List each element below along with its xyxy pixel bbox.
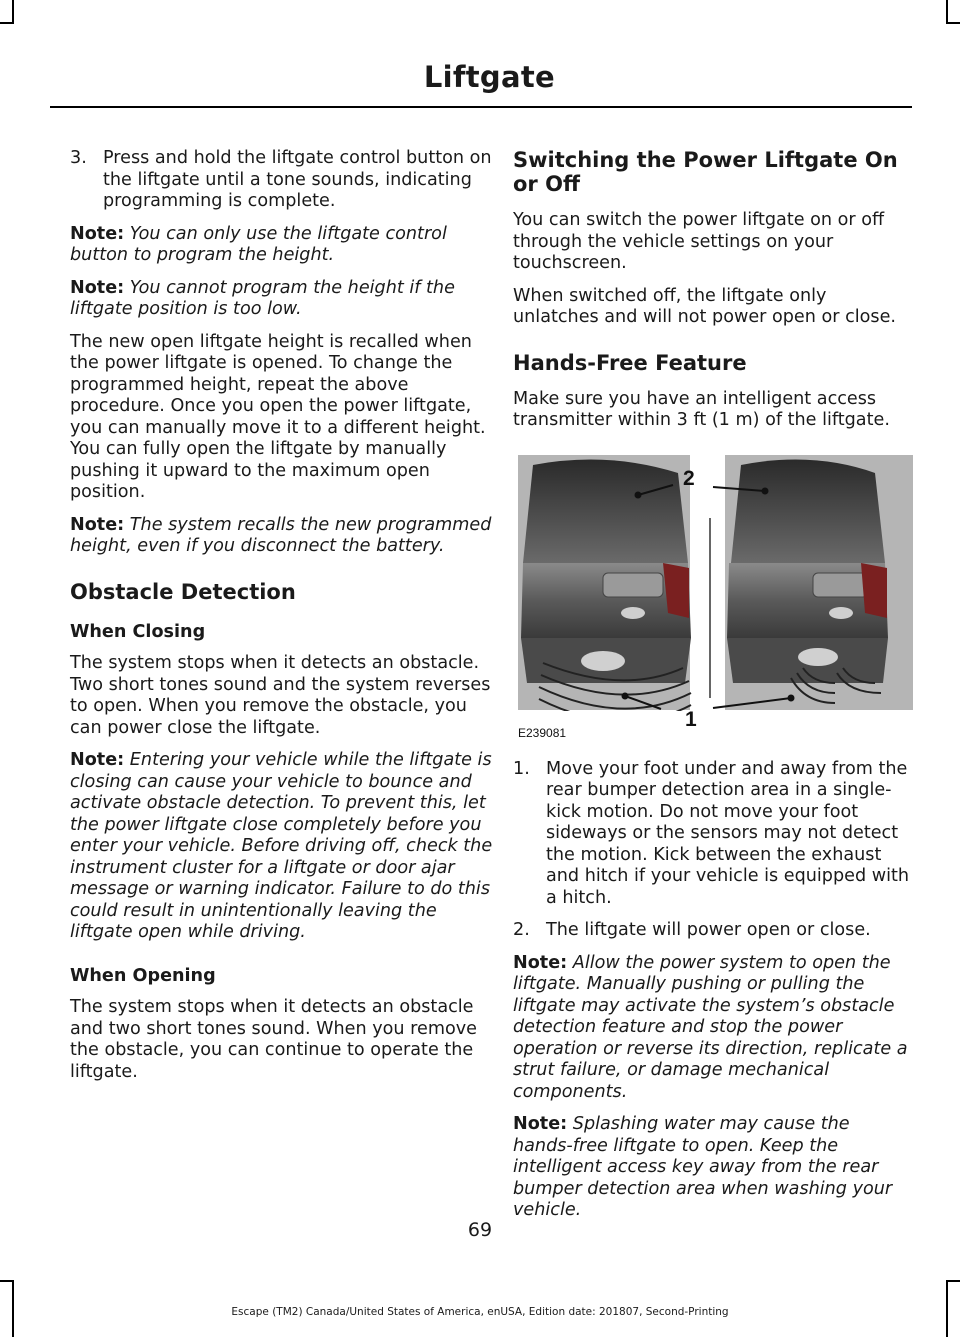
section-heading: Obstacle Detection	[70, 579, 296, 604]
paragraph: The system stops when it detects an obstacle and two short tones sound. When you remove the obstacle, you can continue to operate the liftgate.	[70, 997, 477, 1082]
paragraph: The new open liftgate height is recalled when the power liftgate is opened. To change the programmed height, repeat the above procedure. Once you open the power liftgate, you can manually move it to a different height. You can fully open the liftgate by manually pushing it upward to the maximum open position.	[70, 331, 486, 502]
step-text: Move your foot under and away from the rear bumper detection area in a single-kick motion. Do not move your foot sideways or the sensors may not detect the motion. Kick between the exhaust and hitch if your vehicle is equipped with a hitch.	[546, 758, 910, 908]
step-1	[513, 759, 913, 910]
hands-free-illustration	[513, 443, 913, 743]
note-text: You cannot program the height if the liftgate position is too low.	[70, 277, 455, 319]
header-rule	[50, 106, 912, 108]
figure-code: E239081	[518, 725, 567, 740]
note	[513, 953, 913, 1104]
note-label: Note:	[70, 750, 125, 770]
page-number: 69	[467, 1219, 493, 1241]
step-text: Press and hold the liftgate control button on the liftgate until a tone sounds, indicating programming is complete.	[103, 148, 492, 211]
step-3	[70, 148, 495, 213]
note-text: Splashing water may cause the hands-free liftgate to open. Keep the intelligent access key away from the rear bumper detection area when washing your vehicle.	[513, 1114, 893, 1220]
crop-mark	[12, 0, 14, 24]
crop-mark	[946, 0, 948, 24]
step-number: 2.	[513, 920, 530, 940]
subsection-heading: When Opening	[70, 965, 216, 986]
callout-1: 1	[685, 707, 697, 731]
vehicle-left	[518, 455, 691, 722]
crop-mark	[0, 22, 14, 24]
note-label: Note:	[70, 277, 125, 298]
note	[70, 224, 495, 267]
note-text: You can only use the liftgate control button to program the height.	[70, 223, 447, 265]
step-2	[513, 920, 913, 942]
note-text: Allow the power system to open the liftgate. Manually pushing or pulling the liftgate may activate the system’s obstacle detection feature and stop the power operation or reverse its direction, replicate a strut failure, or damage mechanical components.	[513, 952, 908, 1102]
note-label: Note:	[70, 223, 125, 244]
crop-mark	[946, 1280, 960, 1282]
note	[513, 1114, 913, 1222]
step-number: 1.	[513, 758, 530, 779]
section-heading: Switching the Power Liftgate On or Off	[513, 148, 898, 196]
paragraph: You can switch the power liftgate on or off through the vehicle settings on your touchscreen.	[513, 210, 885, 273]
paragraph: The system stops when it detects an obstacle. Two short tones sound and the system reverses to open. When you remove the obstacle, you can power close the liftgate.	[70, 653, 491, 738]
note	[70, 750, 495, 944]
right-column	[513, 148, 913, 1233]
section-heading: Hands-Free Feature	[513, 350, 747, 375]
paragraph: When switched off, the liftgate only unlatches and will not power open or close.	[513, 285, 896, 327]
note-label: Note:	[513, 1114, 568, 1134]
subsection-heading: When Closing	[70, 621, 206, 642]
vehicle-rear-illustration	[513, 443, 913, 743]
note	[70, 515, 495, 558]
note-label: Note:	[70, 514, 125, 535]
crop-mark	[0, 1280, 14, 1282]
note	[70, 278, 495, 321]
note-label: Note:	[513, 952, 568, 973]
crop-mark	[946, 22, 960, 24]
vehicle-right	[725, 455, 913, 710]
step-number: 3.	[70, 148, 87, 168]
paragraph: Make sure you have an intelligent access transmitter within 3 ft (1 m) of the liftgate.	[513, 388, 890, 430]
page-title: Liftgate	[423, 60, 555, 94]
note-text: Entering your vehicle while the liftgate is closing can cause your vehicle to bounce and activate obstacle detection. To prevent this, let the power liftgate close completely before you enter your vehicle. Before driving off, check the instrument cluster for a liftgate or door ajar message or warning indicator. Failure to do this could result in unintentionally leaving the liftgate open while driving.	[70, 750, 493, 942]
footer-edition: Escape (TM2) Canada/United States of America, enUSA, Edition date: 201807, Second-Printing	[231, 1306, 729, 1318]
left-column	[70, 148, 495, 1094]
note-text: The system recalls the new programmed height, even if you disconnect the battery.	[70, 514, 492, 556]
callout-2: 2	[683, 466, 695, 490]
step-text: The liftgate will power open or close.	[546, 920, 871, 940]
